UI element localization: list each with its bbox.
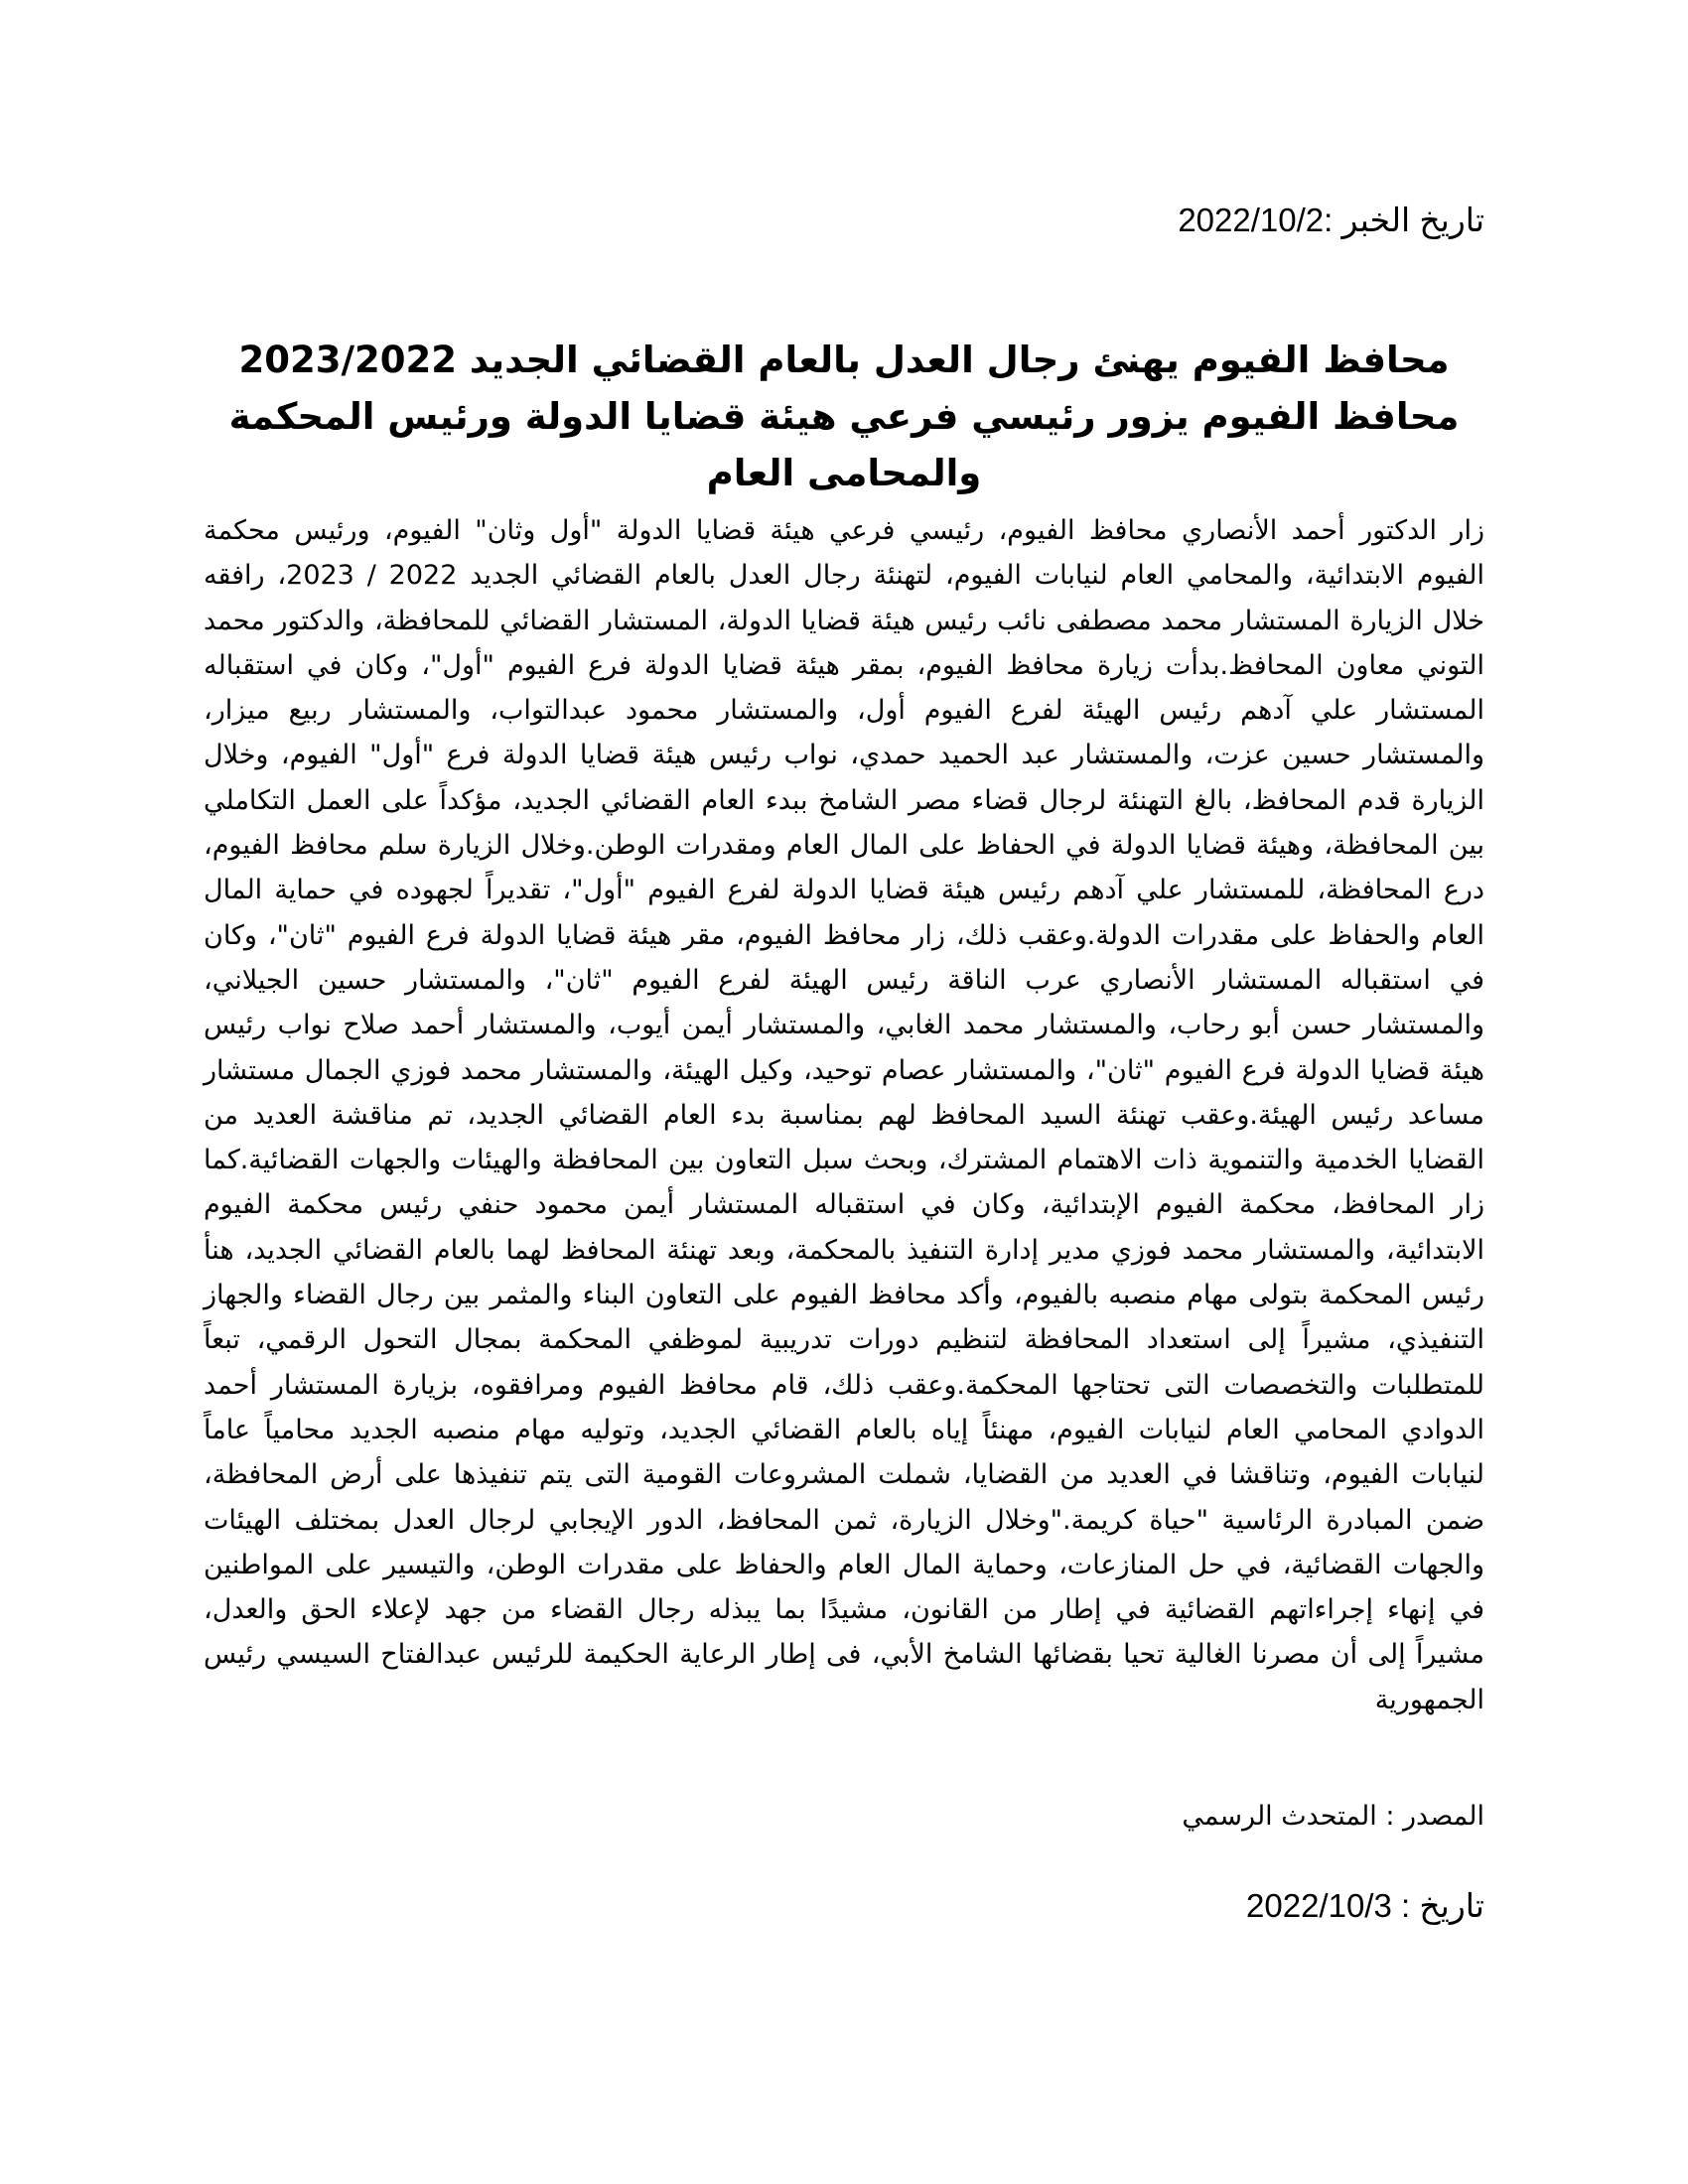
article-body: زار الدكتور أحمد الأنصاري محافظ الفيوم، رئيسي فرعي هيئة قضايا الدولة "أول وثان" الفيوم، ورئيس محكمة الفيوم الابتدائية، والمحامي العام لنيابات الفيوم، لتهنئة رجال العدل بالعام القضائي الجديد 2022 / 2023، رافقه خلال الزيارة المستشار محمد مصطفى نائب رئيس هيئة قضايا الدولة، المستشار القضائي للمحافظة، والدكتور محمد التوني معاون المحافظ.بدأت زيارة محافظ الفيوم، بمقر هيئة قضايا الدولة فرع الفيوم "أول"، وكان في استقباله المستشار علي آدهم رئيس الهيئة لفرع الفيوم أول، والمستشار محمود عبدالتواب، والمستشار ربيع ميزار، والمستشار حسين عزت، والمستشار عبد الحميد حمدي، نواب رئيس هيئة قضايا الدولة فرع "أول" الفيوم، وخلال الزيارة قدم المحافظ، بالغ التهنئة لرجال قضاء مصر الشامخ ببدء العام القضائي الجديد، مؤكداً على العمل التكاملي بين المحافظة، وهيئة قضايا الدولة في الحفاظ على المال العام ومقدرات الوطن.وخلال الزيارة سلم محافظ الفيوم، درع المحافظة، للمستشار علي آدهم رئيس هيئة قضايا الدولة لفرع الفيوم "أول"، تقديراً لجهوده في حماية المال العام والحفاظ على مقدرات الدولة.وعقب ذلك، زار محافظ الفيوم، مقر هيئة قضايا الدولة فرع الفيوم "ثان"، وكان في استقباله المستشار الأنصاري عرب الناقة رئيس الهيئة لفرع الفيوم "ثان"، والمستشار حسين الجيلاني، والمستشار حسن أبو رحاب، والمستشار محمد الغابي، والمستشار أيمن أيوب، والمستشار أحمد صلاح نواب رئيس هيئة قضايا الدولة فرع الفيوم "ثان"، والمستشار عصام توحيد، وكيل الهيئة، والمستشار محمد فوزي الجمال مستشار مساعد رئيس الهيئة.وعقب تهنئة السيد المحافظ لهم بمناسبة بدء العام القضائي الجديد، تم مناقشة العديد من القضايا الخدمية والتنموية ذات الاهتمام المشترك، وبحث سبل التعاون بين المحافظة والهيئات والجهات القضائية.كما زار المحافظ، محكمة الفيوم الإبتدائية، وكان في استقباله المستشار أيمن محمود حنفي رئيس محكمة الفيوم الابتدائية، والمستشار محمد فوزي مدير إدارة التنفيذ بالمحكمة، وبعد تهنئة المحافظ لهما بالعام القضائي الجديد، هنأ رئيس المحكمة بتولى مهام منصبه بالفيوم، وأكد محافظ الفيوم على التعاون البناء والمثمر بين رجال القضاء والجهاز التنفيذي، مشيراً إلى استعداد المحافظة لتنظيم دورات تدريبية لموظفي المحكمة بمجال التحول الرقمي، تبعاً للمتطلبات والتخصصات التى تحتاجها المحكمة.وعقب ذلك، قام محافظ الفيوم ومرافقوه، بزيارة المستشار أحمد الدوادي المحامي العام لنيابات الفيوم، مهنئاً إياه بالعام القضائي الجديد، وتوليه مهام منصبه الجديد محامياً عاماً لنيابات الفيوم، وتناقشا في العديد من القضايا، شملت المشروعات القومية التى يتم تنفيذها على أرض المحافظة، ضمن المبادرة الرئاسية "حياة كريمة."وخلال الزيارة، ثمن المحافظ، الدور الإيجابي لرجال العدل بمختلف الهيئات والجهات القضائية، في حل المنازعات، وحماية المال العام والحفاظ على مقدرات الوطن، والتيسير على المواطنين في إنهاء إجراءاتهم القضائية في إطار من القانون، مشيدًا بما يبذله رجال القضاء من جهد لإعلاء الحق والعدل، مشيراً إلى أن مصرنا الغالية تحيا بقضائها الشامخ الأبي، فى إطار الرعاية الحكيمة للرئيس عبدالفتاح السيسي رئيس الجمهورية [204,515,1484,1715]
headline [204,332,1484,501]
news-date: تاريخ الخبر :2022/10/2 [1178,202,1484,238]
headline-line-2: محافظ الفيوم يزور رئيسي فرعي هيئة قضايا الدولة ورئيس المحكمة والمحامى العام [228,395,1460,494]
headline-line-1: محافظ الفيوم يهنئ رجال العدل بالعام القضائي الجديد 2023/2022 [238,339,1450,381]
source-line: المصدر : المتحدث الرسمي [1182,1801,1484,1832]
publish-date: تاريخ : 2022/10/3 [1246,1887,1484,1924]
